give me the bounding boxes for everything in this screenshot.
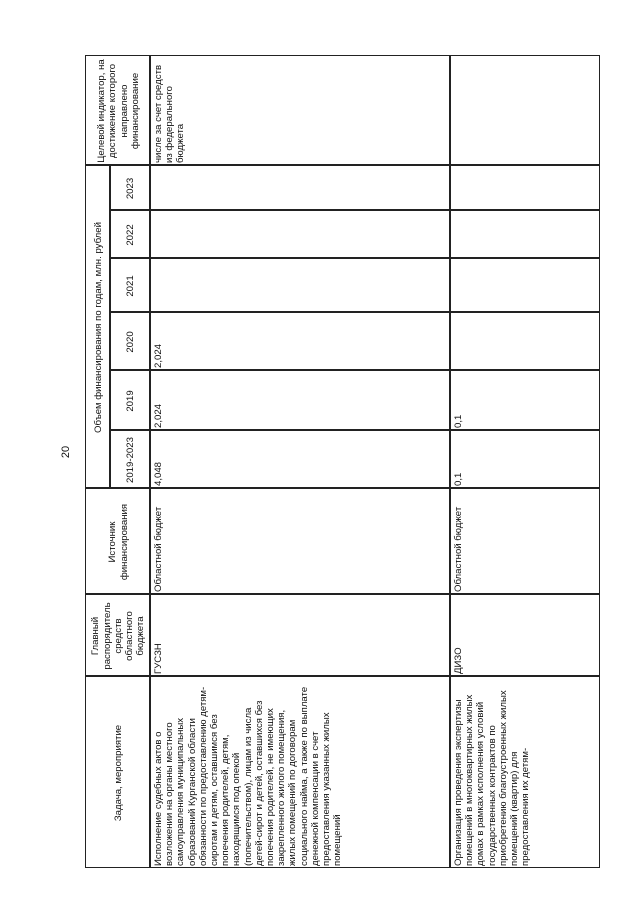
header-source — [85, 488, 150, 594]
row-0-year-0-text: 4,048 — [153, 461, 164, 486]
row-0-source — [150, 488, 450, 594]
header-volume-text: Объем финансирования по годам, млн. рублей — [92, 222, 104, 433]
row-1-year-5-text — [451, 166, 601, 211]
header-year-3 — [110, 258, 150, 312]
row-1-year-3-text — [451, 259, 601, 313]
row-0-task — [150, 676, 450, 868]
page-number-text: 20 — [60, 445, 72, 459]
row-1-year-1-text: 0,1 — [453, 414, 464, 428]
header-year-3-text: 2021 — [125, 275, 137, 297]
header-year-1-text: 2019 — [125, 390, 137, 412]
header-year-4 — [110, 210, 150, 258]
row-1-year-1 — [450, 370, 600, 430]
header-year-5-text: 2023 — [125, 177, 137, 200]
header-year-4-text: 2022 — [125, 224, 137, 246]
header-source-text: Источник финансирования — [107, 503, 130, 581]
row-0-task-text: Исполнение судебных актов о возложении на органы местного самоуправления муниципальных образований Курганской области обязанности по предоставлению детям-сиротам и детям, оставшимся без попечения родителей, детям, находящимся под опекой (попечительством), лицам из числа детей-сирот и детей, оставшихся без попечения родителей, не имеющих закрепленного жилого помещения, жилых помещений по договорам социального найма, а также по выплате денежной компенсации в счет предоставления указанных жилых помещений — [153, 686, 344, 866]
row-0-indicator — [150, 55, 450, 165]
row-1-indicator — [450, 55, 600, 165]
row-0-year-4 — [150, 210, 450, 258]
row-1-indicator-text — [451, 56, 601, 166]
row-1-source-text: Областной бюджет — [453, 506, 464, 592]
header-task — [85, 676, 150, 868]
row-0-distributor — [150, 594, 450, 676]
row-0-indicator-text: числе за счет средств из федерального бюджета — [153, 64, 187, 163]
row-1-task-text: Организация проведения экспертизы помещений в многоквартирных жилых домах в рамках исполнения условий государственных контрактов по приобретению благоустроенных жилых помещений (квартир) для предоставления их детям- — [453, 690, 532, 866]
row-0-year-0 — [150, 430, 450, 488]
header-year-0-text: 2019-2023 — [125, 437, 137, 483]
row-1-year-2-text — [451, 313, 601, 371]
row-0-year-1-text: 2,024 — [153, 403, 164, 428]
row-1-distributor-text: ДИЗО — [453, 647, 464, 674]
row-1-task — [450, 676, 600, 868]
header-year-2-text: 2020 — [125, 331, 137, 353]
row-0-source-text: Областной бюджет — [153, 506, 164, 592]
page-number — [60, 441, 72, 463]
row-1-year-4 — [450, 210, 600, 258]
row-0-year-5-text — [151, 166, 451, 211]
header-year-5 — [110, 165, 150, 210]
row-1-year-3 — [450, 258, 600, 312]
header-indicator-text: Целевой индикатор, на достижение которого направлено финансирование — [96, 59, 141, 163]
row-1-year-0 — [450, 430, 600, 488]
row-1-year-4-text — [451, 211, 601, 259]
row-1-year-5 — [450, 165, 600, 210]
row-1-distributor — [450, 594, 600, 676]
header-distributor — [85, 594, 150, 676]
row-1-year-2 — [450, 312, 600, 370]
row-0-year-3-text — [151, 259, 451, 313]
row-0-year-2-text: 2,024 — [153, 343, 164, 368]
header-year-1 — [110, 370, 150, 430]
header-task-text: Задача, мероприятие — [112, 724, 124, 822]
header-year-0 — [110, 430, 150, 488]
header-distributor-text: Главный распорядитель средств областного бюджета — [90, 602, 147, 670]
header-indicator — [85, 55, 150, 165]
row-0-year-1 — [150, 370, 450, 430]
row-0-year-2 — [150, 312, 450, 370]
header-volume — [85, 165, 110, 488]
row-0-year-5 — [150, 165, 450, 210]
row-1-source — [450, 488, 600, 594]
row-0-year-3 — [150, 258, 450, 312]
row-0-distributor-text: ГУСЗН — [153, 643, 164, 674]
row-1-year-0-text: 0,1 — [453, 472, 464, 486]
header-year-2 — [110, 312, 150, 370]
row-0-year-4-text — [151, 211, 451, 259]
